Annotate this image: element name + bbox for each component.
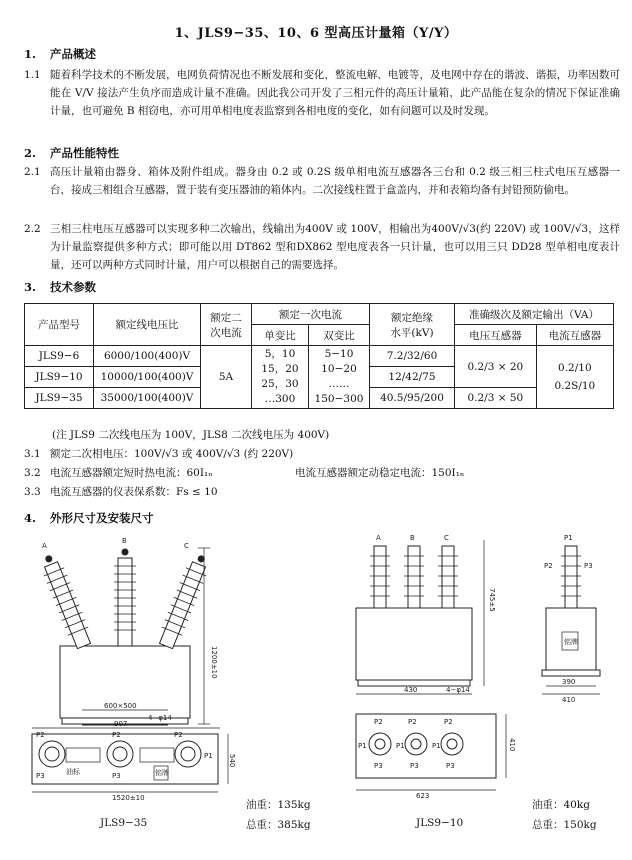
paragraph-3-2b: 电流互感器额定动稳定电流：150I₁ₙ (295, 467, 465, 479)
col-voltage-ratio: 额定线电压比 (94, 304, 201, 346)
left-total-weight: 总重：385kg (246, 819, 311, 831)
svg-text:P2: P2 (174, 731, 183, 739)
svg-text:540: 540 (228, 754, 236, 768)
svg-text:4−φ14: 4−φ14 (148, 714, 172, 722)
col-insulation: 额定绝缘 水平(kV) (370, 304, 455, 346)
svg-text:P3: P3 (36, 772, 45, 780)
right-oil-weight: 油重：40kg (532, 799, 590, 811)
section-2-heading: 2. 产品性能特性 (24, 146, 119, 160)
svg-text:390: 390 (562, 678, 576, 686)
left-oil-weight: 油重：135kg (246, 799, 311, 811)
svg-text:P2: P2 (544, 562, 553, 570)
svg-text:410: 410 (508, 738, 516, 752)
jls9-35-drawing (22, 528, 244, 810)
svg-text:油标: 油标 (66, 768, 80, 776)
spec-table (24, 303, 614, 409)
section-3-heading: 3. 技术参数 (24, 280, 96, 294)
jls9-10-drawing (336, 528, 614, 810)
svg-text:4−φ14: 4−φ14 (446, 686, 470, 694)
paragraph-3-3: 3.3 电流互感器的仪表保系数：Fs ≤ 10 (24, 486, 218, 498)
table-cell: 7.2/32/60 (370, 346, 455, 367)
svg-text:600×500: 600×500 (104, 702, 137, 710)
svg-text:P3: P3 (112, 772, 121, 780)
bushing-a (370, 546, 390, 608)
svg-text:745±5: 745±5 (488, 588, 496, 612)
svg-text:623: 623 (416, 792, 430, 800)
svg-text:430: 430 (404, 686, 418, 694)
svg-text:410: 410 (562, 696, 576, 704)
svg-text:P2: P2 (374, 718, 383, 726)
double-ratio-cell: 5−10 10−20 …… 150−300 (309, 346, 370, 409)
table-cell: JLS9−10 (25, 367, 94, 388)
svg-text:B: B (410, 534, 415, 542)
svg-text:P3: P3 (374, 762, 383, 770)
svg-text:C: C (444, 534, 449, 542)
svg-text:P1: P1 (358, 742, 367, 750)
table-note: (注 JLS9 二次线电压为 100V，JLS8 二次线电压为 400V) (52, 429, 330, 441)
svg-text:P1: P1 (396, 742, 405, 750)
front-tank (356, 608, 472, 680)
svg-text:P1: P1 (204, 752, 213, 760)
svg-text:A: A (42, 542, 47, 550)
right-total-weight: 总重：150kg (532, 819, 597, 831)
svg-text:P3: P3 (410, 762, 419, 770)
svg-text:P2: P2 (112, 731, 121, 739)
table-cell: JLS9−6 (25, 346, 94, 367)
svg-text:P1: P1 (564, 534, 573, 542)
ct-cell: 0.2/10 0.2S/10 (536, 346, 613, 409)
section-1-heading: 1. 产品概述 (24, 47, 96, 61)
paragraph-2-2: 2.2 三相三柱电压互感器可以实现多种二次输出，线输出为400V 或 100V，相输出为400V/√3(约 220V) 或 100V/√3，这样为计量监察提供多种方式；即可能以用 DT862 型和DX862 型电度表各一只计量，也可以用三只 DD28 型单相电度表计量，还可以两种方式同时计量，用户可以根据自己的需要选择。 (24, 223, 620, 271)
single-ratio-cell: 5，10 15，20 25，30 …300 (252, 346, 309, 409)
svg-text:P3: P3 (446, 762, 455, 770)
svg-text:C: C (184, 542, 189, 550)
svg-text:P1: P1 (432, 742, 441, 750)
paragraph-2-1: 2.1 高压计量箱由器身、箱体及附件组成。器身由 0.2 或 0.2S 级单相电流互感器各三台和 0.2 级三相三柱式电压互感器一台，接成三相组合互感器，置于装有变压器油的箱体内。二次接线柱置于盒盖内，并和表箱均备有封铅预防偷电。 (24, 166, 620, 196)
paragraph-1-1: 1.1 随着科学技术的不断发展，电网负荷情况也不断发展和变化，整流电解、电镀等，及电网中存在的谐波、谐振，功率因数可能在 V/V 接法产生负序而造成计量不准确。因此我公司开发了三相元件的高压计量箱，此产品能在复杂的情况下保证准确计量，也可避免 B 相窃电，亦可用单相电度表监察到各相电度的变化，如有问题可以及时发现。 (24, 69, 620, 117)
table-cell: 6000/100(400)V (94, 346, 201, 367)
bushing-b (114, 549, 136, 646)
table-cell: 0.2/3 × 50 (455, 388, 537, 409)
col-primary-current: 额定一次电流 (252, 304, 370, 325)
svg-text:1520±10: 1520±10 (112, 794, 145, 802)
col-double-ratio: 双变比 (309, 325, 370, 346)
section-4-heading: 4. 外形尺寸及安装尺寸 (24, 511, 154, 525)
svg-text:铭牌: 铭牌 (155, 769, 169, 777)
bushing-a (37, 552, 94, 650)
svg-text:907: 907 (114, 720, 128, 728)
table-cell: 40.5/95/200 (370, 388, 455, 409)
table-cell: 10000/100(400)V (94, 367, 201, 388)
left-drawing-caption: JLS9−35 (100, 817, 148, 829)
right-drawing-caption: JLS9−10 (416, 817, 464, 829)
svg-text:铭牌: 铭牌 (564, 638, 578, 646)
svg-text:P3: P3 (584, 562, 593, 570)
bushing-c (438, 546, 458, 608)
svg-text:P2: P2 (444, 718, 453, 726)
paragraph-3-1: 3.1 额定二次相电压：100V/√3 或 400V/√3 (约 220V) (24, 448, 294, 460)
svg-text:P2: P2 (408, 718, 417, 726)
bushing-b (404, 546, 424, 608)
col-accuracy: 准确级次及额定输出（VA） (455, 304, 614, 325)
svg-text:1200±10: 1200±10 (210, 646, 218, 679)
table-cell: 12/42/75 (370, 367, 455, 388)
col-ct: 电流互感器 (536, 325, 613, 346)
svg-text:B: B (122, 537, 127, 545)
table-cell: 35000/100(400)V (94, 388, 201, 409)
col-model: 产品型号 (25, 304, 94, 346)
svg-text:A: A (376, 534, 381, 542)
table-cell: 0.2/3 × 20 (455, 346, 537, 388)
paragraph-3-2: 3.2 电流互感器额定短时热电流：60I₁ₙ (24, 467, 213, 479)
col-vt: 电压互感器 (455, 325, 537, 346)
col-secondary-current: 额定二 次电流 (201, 304, 252, 346)
table-cell: 5A (201, 346, 252, 409)
table-cell: JLS9−35 (25, 388, 94, 409)
col-single-ratio: 单变比 (252, 325, 309, 346)
svg-text:P2: P2 (36, 731, 45, 739)
document-title: 1、JLS9−35、10、6 型高压计量箱（Y/Y） (174, 26, 458, 41)
